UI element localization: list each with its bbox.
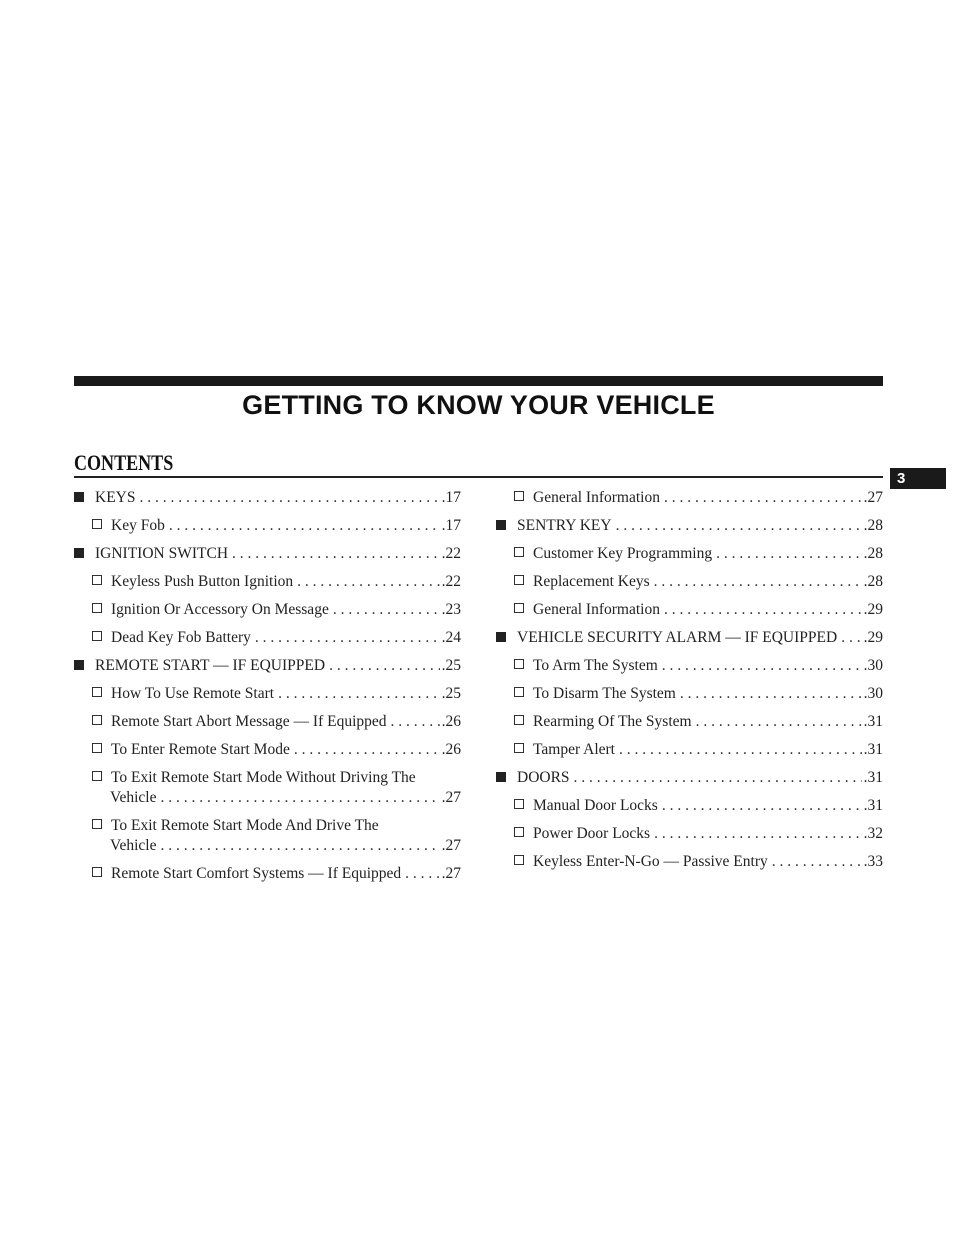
leader-dots <box>841 628 861 648</box>
square-bullet-icon <box>514 855 524 865</box>
toc-section-entry[interactable] <box>496 768 883 788</box>
toc-entry-title: Vehicle <box>110 837 157 854</box>
leader-dots <box>616 516 862 536</box>
toc-entry-title: DOORS <box>517 769 570 786</box>
toc-entry-title: General Information <box>533 601 660 618</box>
toc-entry-page: .25 <box>441 657 461 674</box>
toc-entry-page: .24 <box>441 629 461 646</box>
square-bullet-icon <box>514 603 524 613</box>
toc-entry[interactable] <box>74 600 461 620</box>
toc-entry-page: .28 <box>863 517 883 534</box>
toc-entry-first-line <box>74 768 461 788</box>
square-bullet-icon <box>92 631 102 641</box>
toc-entry-title: Replacement Keys <box>533 573 650 590</box>
toc-entry-title: Power Door Locks <box>533 825 651 842</box>
square-bullet-icon <box>514 491 524 501</box>
leader-dots <box>278 684 440 704</box>
chapter-header-bar <box>74 376 883 386</box>
toc-entry-title: IGNITION SWITCH <box>95 545 229 562</box>
leader-dots <box>139 488 439 508</box>
toc-left-column <box>74 480 461 884</box>
toc-entry-title: Keyless Push Button Ignition <box>111 573 294 590</box>
square-bullet-icon <box>92 687 102 697</box>
toc-entry-page: .22 <box>441 573 461 590</box>
toc-entry-title: REMOTE START — IF EQUIPPED <box>95 657 326 674</box>
toc-entry-title: VEHICLE SECURITY ALARM — IF EQUIPPED <box>517 629 838 646</box>
toc-section-entry[interactable] <box>74 488 461 508</box>
leader-dots <box>232 544 440 564</box>
toc-entry[interactable] <box>74 788 461 808</box>
toc-entry[interactable] <box>74 740 461 760</box>
toc-entry-title: To Disarm The System <box>533 685 676 702</box>
toc-entry-title-line1: To Exit Remote Start Mode Without Driving The <box>111 769 416 786</box>
toc-entry-title-line1: To Exit Remote Start Mode And Drive The <box>111 817 379 834</box>
toc-entry-page: .29 <box>863 601 883 618</box>
chapter-tab: 3 <box>890 468 946 489</box>
toc-entry-title: Vehicle <box>110 789 157 806</box>
leader-dots <box>255 628 440 648</box>
leader-dots <box>772 852 862 872</box>
leader-dots <box>574 768 862 788</box>
solid-square-bullet-icon <box>74 492 84 502</box>
leader-dots <box>169 516 440 536</box>
toc-entry-page: .28 <box>863 573 883 590</box>
leader-dots <box>664 600 862 620</box>
square-bullet-icon <box>92 819 102 829</box>
square-bullet-icon <box>514 659 524 669</box>
toc-entry[interactable] <box>74 628 461 648</box>
toc-entry-page: .31 <box>863 769 883 786</box>
solid-square-bullet-icon <box>496 520 506 530</box>
leader-dots <box>654 824 862 844</box>
toc-section-entry[interactable] <box>74 656 461 676</box>
leader-dots <box>696 712 862 732</box>
toc-entry-page: .22 <box>441 545 461 562</box>
toc-entry[interactable] <box>74 516 461 536</box>
contents-rule <box>74 476 883 478</box>
toc-entry-title: Key Fob <box>111 517 165 534</box>
toc-entry[interactable] <box>496 824 883 844</box>
toc-section-entry[interactable] <box>74 544 461 564</box>
toc-entry-title: Dead Key Fob Battery <box>111 629 251 646</box>
leader-dots <box>391 712 440 732</box>
toc-entry-title: Keyless Enter-N-Go — Passive Entry <box>533 853 768 870</box>
leader-dots <box>160 788 439 808</box>
toc-entry[interactable] <box>496 684 883 704</box>
toc-entry-page: .17 <box>441 489 461 506</box>
toc-entry-title: Remote Start Comfort Systems — If Equipped <box>111 865 402 882</box>
toc-entry-page: .30 <box>863 657 883 674</box>
leader-dots <box>680 684 862 704</box>
leader-dots <box>297 572 439 592</box>
toc-entry[interactable] <box>74 864 461 884</box>
solid-square-bullet-icon <box>74 660 84 670</box>
toc-entry-title: Remote Start Abort Message — If Equipped <box>111 713 387 730</box>
toc-entry[interactable] <box>496 572 883 592</box>
square-bullet-icon <box>92 715 102 725</box>
toc-entry[interactable] <box>74 836 461 856</box>
leader-dots <box>664 488 862 508</box>
toc-entry-page: .26 <box>441 713 461 730</box>
square-bullet-icon <box>514 547 524 557</box>
square-bullet-icon <box>92 519 102 529</box>
toc-entry-page: .25 <box>441 685 461 702</box>
toc-entry-page: .31 <box>863 797 883 814</box>
contents-heading: CONTENTS <box>74 450 174 475</box>
leader-dots <box>716 544 862 564</box>
toc-entry-page: .33 <box>863 853 883 870</box>
toc-entry-title: Ignition Or Accessory On Message <box>111 601 329 618</box>
toc-entry-page: .26 <box>441 741 461 758</box>
square-bullet-icon <box>514 715 524 725</box>
toc-entry-page: .17 <box>441 517 461 534</box>
toc-entry[interactable] <box>496 488 883 508</box>
solid-square-bullet-icon <box>496 772 506 782</box>
leader-dots <box>662 796 862 816</box>
toc-entry-page: .32 <box>863 825 883 842</box>
square-bullet-icon <box>514 687 524 697</box>
toc-section-entry[interactable] <box>496 628 883 648</box>
square-bullet-icon <box>514 799 524 809</box>
toc-right-column <box>496 480 883 872</box>
square-bullet-icon <box>514 575 524 585</box>
toc-entry-page: .27 <box>441 789 461 806</box>
toc-entry[interactable] <box>496 600 883 620</box>
toc-entry[interactable] <box>496 852 883 872</box>
square-bullet-icon <box>92 575 102 585</box>
toc-entry-page: .31 <box>863 713 883 730</box>
toc-entry-title: KEYS <box>95 489 136 506</box>
leader-dots <box>619 740 862 760</box>
leader-dots <box>329 656 440 676</box>
solid-square-bullet-icon <box>74 548 84 558</box>
chapter-title: GETTING TO KNOW YOUR VEHICLE <box>242 390 715 420</box>
square-bullet-icon <box>514 743 524 753</box>
leader-dots <box>405 864 439 884</box>
leader-dots <box>333 600 440 620</box>
toc-entry-title: General Information <box>533 489 660 506</box>
toc-entry[interactable] <box>496 656 883 676</box>
toc-entry-title: To Enter Remote Start Mode <box>111 741 290 758</box>
square-bullet-icon <box>92 603 102 613</box>
toc-entry-title: SENTRY KEY <box>517 517 612 534</box>
toc-entry-page: .23 <box>441 601 461 618</box>
toc-entry[interactable] <box>496 740 883 760</box>
square-bullet-icon <box>92 867 102 877</box>
toc-entry[interactable] <box>74 572 461 592</box>
toc-entry[interactable] <box>74 684 461 704</box>
toc-entry-page: .30 <box>863 685 883 702</box>
toc-entry-title: Tamper Alert <box>533 741 615 758</box>
square-bullet-icon <box>514 827 524 837</box>
toc-entry[interactable] <box>496 796 883 816</box>
toc-section-entry[interactable] <box>496 516 883 536</box>
leader-dots <box>662 656 862 676</box>
toc-entry-page: .27 <box>863 489 883 506</box>
toc-entry-title: How To Use Remote Start <box>111 685 275 702</box>
leader-dots <box>654 572 862 592</box>
toc-entry[interactable] <box>74 712 461 732</box>
leader-dots <box>294 740 440 760</box>
toc-entry-title: Manual Door Locks <box>533 797 658 814</box>
toc-entry[interactable] <box>496 712 883 732</box>
toc-entry-first-line <box>74 816 461 836</box>
solid-square-bullet-icon <box>496 632 506 642</box>
toc-entry-title: Rearming Of The System <box>533 713 692 730</box>
toc-entry-page: .31 <box>863 741 883 758</box>
toc-entry-page: .28 <box>863 545 883 562</box>
toc-entry-page: .29 <box>863 629 883 646</box>
square-bullet-icon <box>92 771 102 781</box>
toc-entry-title: To Arm The System <box>533 657 658 674</box>
leader-dots <box>160 836 439 856</box>
toc-entry-title: Customer Key Programming <box>533 545 713 562</box>
toc-entry-page: .27 <box>441 865 461 882</box>
toc-entry-page: .27 <box>441 837 461 854</box>
toc-entry[interactable] <box>496 544 883 564</box>
square-bullet-icon <box>92 743 102 753</box>
